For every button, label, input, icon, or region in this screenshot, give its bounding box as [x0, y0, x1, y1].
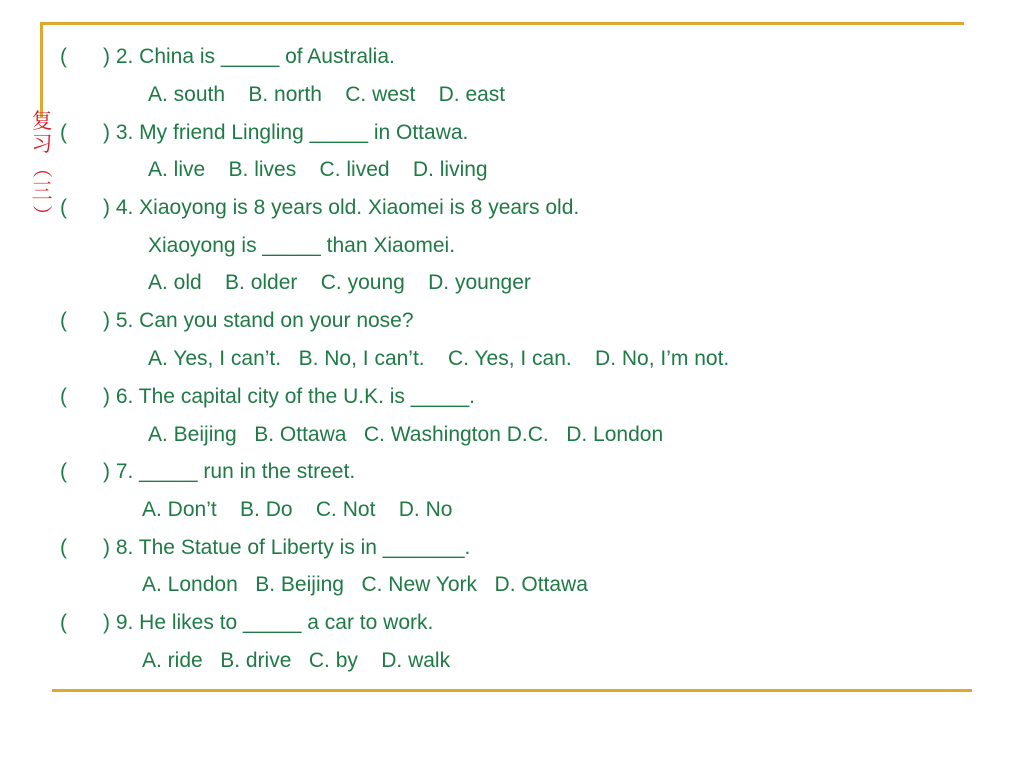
question-stem: ) 8. The Statue of Liberty is in _______. [103, 536, 471, 559]
side-label-char: ） [30, 205, 54, 225]
question-stem: ) 9. He likes to _____ a car to work. [103, 611, 434, 634]
answer-options: A. ride B. drive C. by D. walk [142, 649, 451, 672]
question-paren: ( [60, 460, 67, 483]
question-stem: ) 5. Can you stand on your nose? [103, 309, 414, 332]
question-paren: ( [60, 611, 67, 634]
question-paren: ( [60, 309, 67, 332]
question-stem: ) 4. Xiaoyong is 8 years old. Xiaomei is 8 years old. [103, 196, 580, 219]
question-stem: ) 6. The capital city of the U.K. is _____. [103, 385, 475, 408]
answer-options: A. Don’t B. Do C. Not D. No [142, 498, 453, 521]
question-continuation: Xiaoyong is _____ than Xiaomei. [148, 234, 456, 257]
side-label-char: （ [30, 158, 54, 178]
answer-options: A. live B. lives C. lived D. living [148, 158, 488, 181]
question-paren: ( [60, 121, 67, 144]
question-stem: ) 7. _____ run in the street. [103, 460, 356, 483]
answer-options: A. south B. north C. west D. east [148, 83, 506, 106]
question-paren: ( [60, 385, 67, 408]
answer-options: A. London B. Beijing C. New York D. Ottawa [142, 573, 588, 596]
question-stem: ) 3. My friend Lingling _____ in Ottawa. [103, 121, 469, 144]
side-label-char: 复 [31, 109, 53, 133]
side-label-char: 三 [31, 179, 53, 203]
question-paren: ( [60, 536, 67, 559]
question-paren: ( [60, 196, 67, 219]
answer-options: A. Yes, I can’t. B. No, I can’t. C. Yes, I can. D. No, I’m not. [148, 347, 730, 370]
question-stem: ) 2. China is _____ of Australia. [103, 45, 395, 68]
answer-options: A. old B. older C. young D. younger [148, 271, 531, 294]
answer-options: A. Beijing B. Ottawa C. Washington D.C. D. London [148, 423, 664, 446]
question-paren: ( [60, 45, 67, 68]
side-label-char: 习 [31, 132, 53, 156]
